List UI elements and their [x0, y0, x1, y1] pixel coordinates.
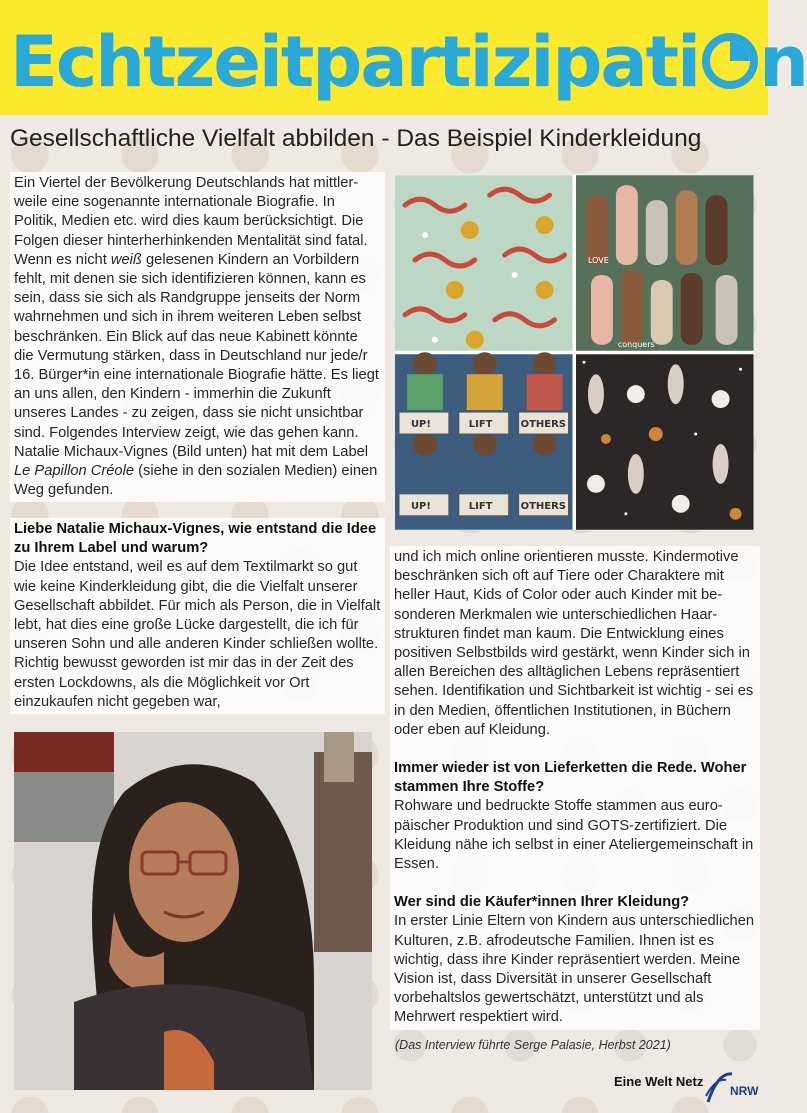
header-banner	[0, 0, 807, 115]
portrait-photo	[14, 732, 372, 1090]
q1-answer-left: Die Idee entstand, weil es auf dem Textilmarkt so gut wie keine Kinderkleidung gibt, die die Vielfalt unserer Gesellschaft abbildet. Für mich als Person, die in Vielfalt lebt, hat dies eine große Lücke dargestellt, die ich für unseren Sohn und alle anderen Kinder schließen wollte. Richtig bewusst geworden ist mir das in der Zeit des ersten Lockdowns, als die Möglichkeit vor Ort einzukaufen nicht gegeben war,	[14, 559, 381, 710]
fabric-dragons	[395, 175, 573, 351]
interview-caption: (Das Interview führte Serge Palasie, Herbst 2021)	[395, 1038, 671, 1052]
sign-word: UP!	[410, 419, 431, 431]
eine-welt-netz-logo	[614, 1070, 764, 1106]
fabric-lift-others-up	[395, 354, 573, 530]
intro-text: Ein Viertel der Bevölkerung Deutschlands hat mittlerweile eine sogenannte internationale Biografie. In Politik, Medien etc. wird dies kaum berücksichtigt. Die Folgen dieser hinterherhinkenden Mentalität sind fatal. Wenn es nicht weiß gelesenen Kindern an Vorbildern fehlt, mit denen sie sich identifizieren können, kann es sein, dass sie sich als Randgruppe jenseits der Norm wahrnehmen und sich in ihrem weiteren Leben selbst beschränken. Ein Blick auf das neue Kabinett könnte die Vermutung stärken, dass in Deutschland nur jede/r 16. Bürger*in eine internationale Biografie hätte. Es liegt an uns allen, den Kindern - immerhin die Zukunft unseres Landes - zu zeigen, dass sie nicht unsichtbar sind. Folgendes Interview zeigt, wie das gehen kann. Natalie Michaux-Vignes (Bild unten) hat mit dem Label Le Papillon Créole (siehe in den sozialen Medien) einen Weg gefunden.	[14, 175, 379, 499]
fabric-raised-hands	[576, 175, 754, 351]
subtitle: Gesellschaftliche Vielfalt abbilden - Das Beispiel Kinderkleidung	[10, 125, 702, 152]
q3-question: Wer sind die Käufer*innen Ihrer Kleidung?	[394, 894, 690, 911]
sign-word: OTHERS	[520, 500, 566, 512]
q1-panel	[10, 518, 385, 714]
sign-word: LIFT	[468, 500, 493, 512]
q2-answer: Rohware und bedruckte Stoffe stammen aus europäischer Produktion und sind GOTS-zertifiziert. Die Kleidung nähe ich selbst in einer Ateliergemeinschaft in Essen.	[394, 798, 754, 873]
glove-word-2: conquers	[617, 339, 655, 349]
q1-question: Liebe Natalie Michaux-Vignes, wie entstand die Idee zu Ihrem Label und warum?	[14, 521, 377, 557]
intro-panel	[10, 172, 385, 502]
sign-word: OTHERS	[520, 419, 566, 431]
sign-word: UP!	[410, 500, 431, 512]
q2-question: Immer wieder ist von Lieferketten die Rede. Woher stammen Ihre Stoffe?	[394, 760, 747, 796]
right-column	[390, 546, 760, 1030]
q1-answer-right: und ich mich online orientieren musste. Kindermotive beschränken sich oft auf Tiere oder Charaktere mit heller Haut, Kids of Color oder auch Kinder mit besonderen Merkmalen wie unterschiedlichen Haarstrukturen findet man kaum. Die Entwicklung eines positiven Selbstbilds wird gestärkt, wenn Kinder sich in allen Bereichen des alltäglichen Lebens repräsentiert sehen. Identifikation und Sichtbarkeit ist wichtig - sei es in den Medien, öffentlichen Institutionen, in Büchern oder eben auf Kleidung.	[394, 549, 754, 738]
q3-answer: In erster Linie Eltern von Kindern aus unterschiedlichen Kulturen, z.B. afrodeutsche Familien. Ihnen ist es wichtig, dass ihre Kinder repräsentiert werden. Meine Vision ist, dass Diversität in unserer Gesellschaft vorbehaltslos gewertschätzt, unterstützt und als Mehrwert respektiert wird.	[394, 913, 755, 1026]
fabric-collage	[395, 175, 753, 530]
page-title: Echtzeitpartizipati n	[10, 21, 807, 103]
glove-word: LOVE	[587, 256, 609, 265]
fabric-space	[576, 354, 754, 530]
logo-region: NRW	[730, 1084, 759, 1098]
clock-o-icon	[701, 32, 759, 90]
logo-text: Eine Welt Netz	[614, 1074, 704, 1089]
sign-word: LIFT	[468, 419, 493, 431]
